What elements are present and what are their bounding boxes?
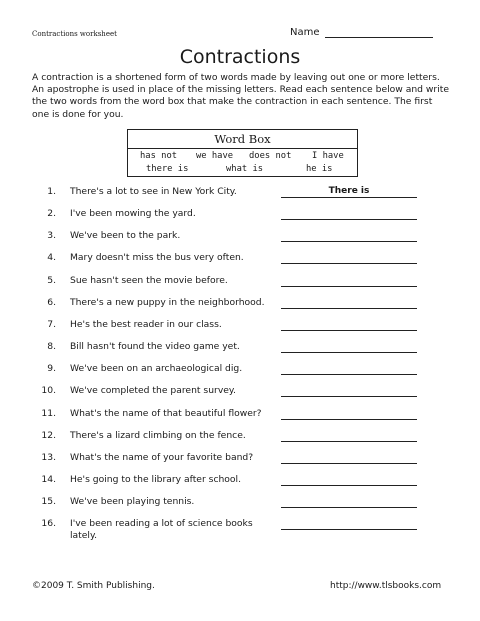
example-answer: There is: [328, 186, 370, 196]
answer-line[interactable]: [281, 197, 417, 198]
question-number: 14.: [41, 473, 56, 485]
question-text: I've been reading a lot of science books lately.: [70, 518, 253, 542]
question-text: Sue hasn't seen the movie before.: [70, 274, 228, 286]
word-box-item: there is: [146, 164, 189, 174]
copyright: ©2009 T. Smith Publishing.: [32, 581, 155, 591]
answer-line[interactable]: [281, 463, 417, 464]
word-box-title: Word Box: [128, 130, 357, 149]
question-number: 7.: [47, 318, 56, 330]
answer-line[interactable]: [281, 308, 417, 309]
question-number: 11.: [41, 407, 56, 419]
answer-line[interactable]: [281, 374, 417, 375]
question-number: 1.: [47, 186, 56, 197]
question-text: There's a lot to see in New York City.: [70, 186, 237, 197]
word-box-item: he is: [306, 164, 333, 174]
answer-line[interactable]: [281, 441, 417, 442]
answer-line[interactable]: [281, 485, 417, 486]
question-number: 9.: [47, 363, 56, 375]
answer-line[interactable]: [281, 529, 417, 530]
website-url: http://www.tlsbooks.com: [330, 581, 442, 591]
answer-line[interactable]: [281, 396, 417, 397]
question-number: 10.: [41, 385, 56, 397]
answer-line[interactable]: [281, 507, 417, 508]
word-box-item: has not: [140, 151, 178, 161]
question-text: Bill hasn't found the video game yet.: [70, 341, 240, 353]
answer-line[interactable]: [281, 352, 417, 353]
answer-line[interactable]: [281, 219, 417, 220]
word-box-item: what is: [226, 164, 264, 174]
answer-line[interactable]: [281, 241, 417, 242]
answer-line[interactable]: [281, 330, 417, 331]
question-text: We've been on an archaeological dig.: [70, 363, 243, 375]
question-text: There's a lizard climbing on the fence.: [70, 429, 246, 441]
name-field: [290, 27, 433, 38]
question-number: 8.: [47, 341, 56, 353]
question-text: I've been mowing the yard.: [70, 208, 196, 220]
question-number: 6.: [47, 296, 56, 308]
question-number: 3.: [47, 230, 56, 242]
word-box: [127, 129, 358, 177]
answer-line[interactable]: [281, 263, 417, 264]
question-text: There's a new puppy in the neighborhood.: [70, 296, 265, 308]
instructions: A contraction is a shortened form of two words made by leaving out one or more letters. An apostrophe is used in place of the missing letters. Read each sentence below and write the two words from the word box that make the contraction in each sentence. The first one is done for you.: [32, 72, 450, 120]
word-box-item: we have: [196, 151, 234, 161]
question-number: 4.: [47, 252, 56, 264]
question-number: 5.: [47, 274, 56, 286]
name-label: Name: [290, 27, 320, 38]
word-box-item: does not: [249, 151, 292, 161]
page-title: Contractions: [179, 46, 301, 68]
question-text: Mary doesn't miss the bus very often.: [70, 252, 244, 264]
question-text: We've been to the park.: [70, 230, 181, 242]
worksheet-label: Contractions worksheet: [32, 30, 117, 38]
question-text: What's the name of that beautiful flower?: [70, 407, 262, 419]
question-text: We've completed the parent survey.: [70, 385, 236, 397]
answer-line[interactable]: [281, 419, 417, 420]
word-box-item: I have: [312, 151, 344, 161]
question-number: 12.: [41, 429, 56, 441]
question-text: What's the name of your favorite band?: [70, 451, 254, 463]
question-text: He's going to the library after school.: [70, 473, 242, 485]
name-line: [325, 28, 433, 38]
question-text: We've been playing tennis.: [70, 496, 195, 508]
question-number: 16.: [41, 518, 56, 530]
question-number: 13.: [41, 451, 56, 463]
answer-line[interactable]: [281, 286, 417, 287]
question-text: He's the best reader in our class.: [70, 318, 222, 330]
question-number: 15.: [41, 496, 56, 508]
question-number: 2.: [47, 208, 56, 220]
